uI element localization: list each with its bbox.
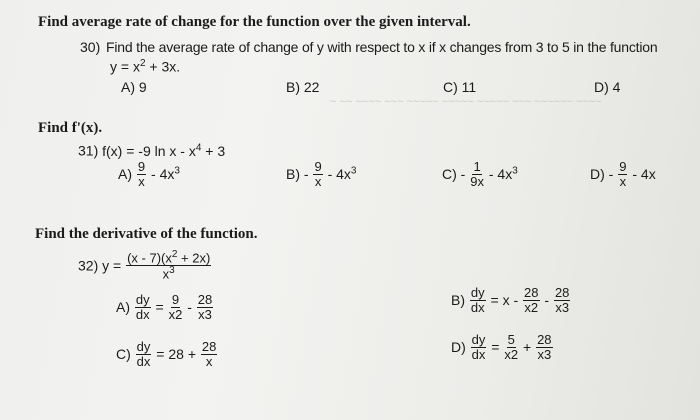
q30-choice-c[interactable]: C) 11 bbox=[443, 79, 477, 95]
q32-choice-a[interactable]: A) $\frac{dy}{dx}$ = $\frac{9}{x2}$ - $\frac{28}{x3}$ bbox=[116, 292, 213, 322]
section1-heading: Find average rate of change for the function over the given interval. bbox=[38, 14, 471, 30]
q30-choice-a[interactable]: A) 9 bbox=[121, 79, 147, 95]
q32-choice-b[interactable]: B) $\frac{dy}{dx}$ = x - $\frac{28}{x2}$ - $\frac{28}{x3}$ bbox=[451, 285, 570, 315]
q30-choice-b[interactable]: B) 22 bbox=[286, 79, 320, 95]
q32-number: 32) bbox=[78, 257, 99, 274]
q32-choice-c[interactable]: C) $\frac{dy}{dx}$ = 28 + $\frac{28}{x}$ bbox=[116, 339, 217, 369]
q31-choice-d[interactable]: D) - $\frac{9}{x}$ - 4x bbox=[590, 159, 656, 189]
section2-heading: Find f'(x). bbox=[38, 120, 103, 136]
q30-function: $y = x^2 + 3x$. bbox=[110, 58, 181, 75]
q32-expression: 32) y = $\frac{(x - 7)(x^2 + 2x)}{x^3}$ bbox=[78, 249, 211, 282]
q31-number: 31) bbox=[78, 142, 99, 159]
section3-heading: Find the derivative of the function. bbox=[35, 226, 258, 242]
bleed-through-text: ~ ~~ ~~~~ ~~~ ~~~~~ ~~~~~ ~~~~~ ~~~ ~~~~~~ ~~~~ bbox=[330, 96, 602, 108]
q30-number: 30) bbox=[80, 39, 101, 55]
q31-line bbox=[78, 142, 225, 159]
q31-choice-c[interactable]: C) - $\frac{1}{9x}$ - $4x^3$ bbox=[442, 159, 518, 189]
q32-choice-d[interactable]: D) $\frac{dy}{dx}$ = $\frac{5}{x2}$ + $\frac{28}{x3}$ bbox=[451, 332, 552, 362]
q31-function: f(x) = -9 $\ln x - x^4 + 3$ bbox=[102, 142, 226, 159]
q31-choice-a[interactable]: A) $\frac{9}{x}$ - $4x^3$ bbox=[118, 159, 180, 189]
q31-choice-b[interactable]: B) - $\frac{9}{x}$ - $4x^3$ bbox=[286, 159, 357, 189]
q30-prompt: Find the average rate of change of y with respect to x if x changes from 3 to 5 in the function bbox=[106, 39, 658, 55]
q30-choice-d[interactable]: D) 4 bbox=[594, 79, 621, 95]
